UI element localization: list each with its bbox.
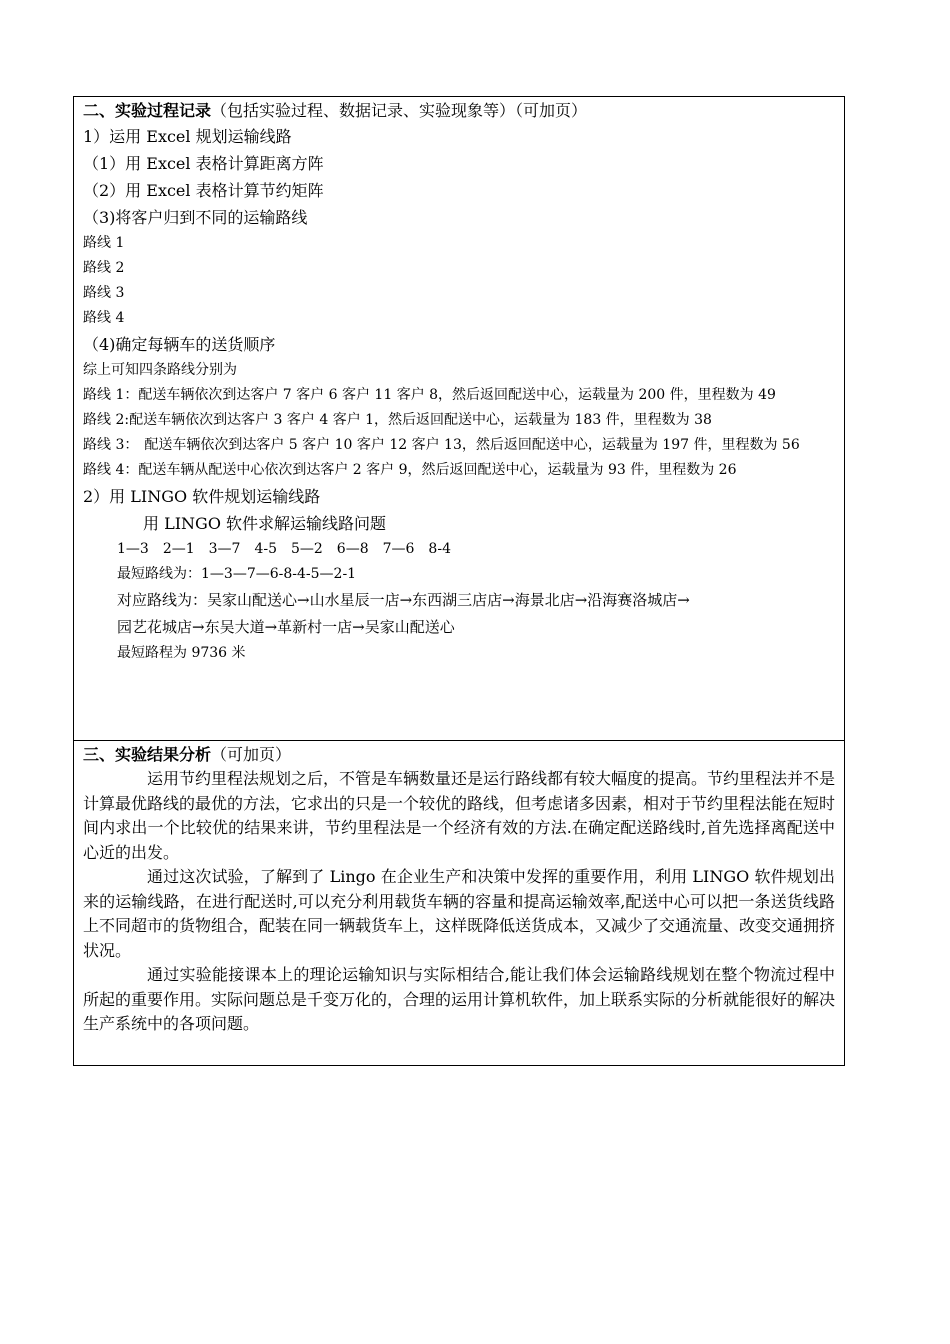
route-lead: 路线 2: — [83, 412, 130, 428]
section-title-note: （可加页） — [211, 745, 292, 764]
route-label: 路线 3 — [83, 285, 125, 301]
route-label: 路线 1 — [83, 235, 125, 251]
process-record-section — [74, 97, 844, 741]
route-description — [83, 458, 835, 483]
route-text: 配送车辆从配送中心依次到达客户 2 客户 9，然后返回配送中心，运载量为 93 件，里程数为 26 — [138, 462, 737, 478]
route-label: 路线 2 — [83, 260, 125, 276]
route-description — [83, 408, 835, 433]
shortest-distance: 最短路程为 9736 米 — [117, 645, 246, 661]
step-heading: 2）用 LINGO 软件规划运输线路 — [83, 487, 321, 506]
section-heading — [83, 99, 835, 123]
sub-step: （1）用 Excel 表格计算距离方阵 — [83, 154, 324, 173]
report-table — [73, 96, 845, 1066]
mapped-route: 园艺花城店→东吴大道→革新村一店→吴家山配送心 — [117, 618, 455, 636]
route-lead: 路线 4： — [83, 462, 139, 478]
step-heading: 1）运用 Excel 规划运输线路 — [83, 127, 292, 146]
route-text: 配送车辆依次到达客户 7 客户 6 客户 11 客户 8，然后返回配送中心，运载量为 200 件，里程数为 49 — [138, 387, 776, 403]
shortest-route: 最短路线为：1—3—7—6-8-4-5—2-1 — [117, 566, 357, 582]
routes-summary: 综上可知四条路线分别为 — [83, 362, 237, 378]
analysis-paragraph: 通过实验能接课本上的理论运输知识与实际相结合,能让我们体会运输路线规划在整个物流过程中所起的重要作用。实际问题总是千变万化的，合理的运用计算机软件，加上联系实际的分析就能很好的解决生产系统中的各项问题。 — [83, 965, 836, 1033]
route-description — [83, 383, 835, 408]
route-text: 配送车辆依次到达客户 3 客户 4 客户 1，然后返回配送中心，运载量为 183 件，里程数为 38 — [129, 412, 712, 428]
lingo-title: 用 LINGO 软件求解运输线路问题 — [143, 514, 387, 533]
route-text: 配送车辆依次到达客户 5 客户 10 客户 12 客户 13，然后返回配送中心，运载量为 197 件，里程数为 56 — [144, 437, 800, 453]
sub-step: （4)确定每辆车的送货顺序 — [83, 335, 276, 354]
lingo-pairs: 1—3 2—1 3—7 4-5 5—2 6—8 7—6 8-4 — [117, 541, 451, 557]
analysis-paragraph: 运用节约里程法规划之后，不管是车辆数量还是运行路线都有较大幅度的提高。节约里程法并不是计算最优路线的最优的方法，它求出的只是一个较优的路线，但考虑诸多因素，相对于节约里程法能在短时间内求出一个比较优的结果来讲，节约里程法是一个经济有效的方法.在确定配送路线时,首先选择离配送中心近的出发。 — [83, 769, 836, 862]
section-title: 二、实验过程记录 — [83, 101, 212, 120]
mapped-route: 对应路线为：吴家山配送心→山水星辰一店→东西湖三店店→海景北店→沿海赛洛城店→ — [117, 591, 690, 609]
section-title: 三、实验结果分析 — [83, 745, 212, 764]
sub-step: （3)将客户归到不同的运输路线 — [83, 208, 308, 227]
result-analysis-section — [74, 741, 844, 1065]
sub-step: （2）用 Excel 表格计算节约矩阵 — [83, 181, 324, 200]
route-lead: 路线 1： — [83, 387, 139, 403]
section-title-note: （包括实验过程、数据记录、实验现象等）（可加页） — [211, 101, 588, 120]
section-heading — [83, 743, 835, 767]
route-lead: 路线 3： — [83, 437, 139, 453]
route-label: 路线 4 — [83, 310, 125, 326]
route-description — [83, 433, 835, 458]
analysis-paragraph: 通过这次试验，了解到了 Lingo 在企业生产和决策中发挥的重要作用，利用 LINGO 软件规划出来的运输线路，在进行配送时,可以充分利用载货车辆的容量和提高运输效率,配送中心可以把一条送货线路上不同超市的货物组合，配装在同一辆载货车上，这样既降低送货成本，又减少了交通流量、改变交通拥挤状况。 — [83, 867, 836, 960]
